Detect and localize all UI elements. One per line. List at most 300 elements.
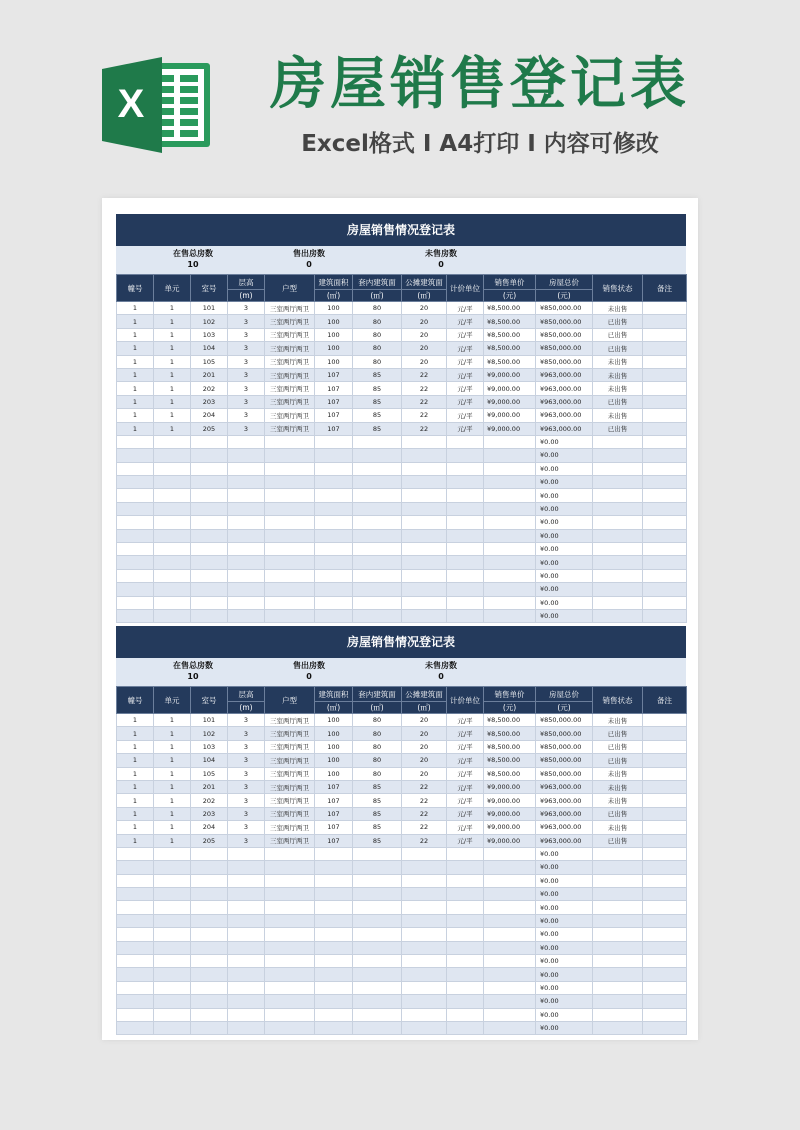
table-cell[interactable]: 1: [117, 754, 154, 767]
table-cell[interactable]: [402, 914, 447, 927]
table-cell[interactable]: 未出售: [593, 821, 643, 834]
table-cell[interactable]: [117, 435, 154, 448]
table-cell[interactable]: [265, 583, 315, 596]
table-cell[interactable]: 三室两厅两卫: [265, 409, 315, 422]
table-cell[interactable]: [447, 928, 484, 941]
table-cell[interactable]: [154, 847, 191, 860]
column-header[interactable]: 户型: [265, 687, 315, 714]
table-cell[interactable]: [593, 901, 643, 914]
table-cell[interactable]: [117, 901, 154, 914]
table-cell[interactable]: 205: [191, 422, 228, 435]
table-cell[interactable]: [593, 556, 643, 569]
table-cell[interactable]: [484, 914, 536, 927]
table-cell[interactable]: [228, 462, 265, 475]
table-cell[interactable]: [191, 449, 228, 462]
table-cell[interactable]: [593, 596, 643, 609]
table-cell[interactable]: [191, 981, 228, 994]
table-cell[interactable]: [447, 556, 484, 569]
table-cell[interactable]: [447, 1008, 484, 1021]
table-cell[interactable]: [315, 955, 353, 968]
table-cell[interactable]: [315, 941, 353, 954]
table-cell[interactable]: [447, 449, 484, 462]
table-cell[interactable]: [402, 847, 447, 860]
table-cell[interactable]: ¥0.00: [536, 847, 593, 860]
table-cell[interactable]: [402, 462, 447, 475]
table-cell[interactable]: 204: [191, 821, 228, 834]
table-cell[interactable]: ¥850,000.00: [536, 355, 593, 368]
table-cell[interactable]: [228, 569, 265, 582]
table-cell[interactable]: [265, 449, 315, 462]
column-header[interactable]: 计价单位: [447, 687, 484, 714]
table-cell[interactable]: [154, 476, 191, 489]
table-cell[interactable]: [191, 968, 228, 981]
table-cell[interactable]: [154, 941, 191, 954]
table-cell[interactable]: [315, 1008, 353, 1021]
table-cell[interactable]: 元/平: [447, 821, 484, 834]
table-cell[interactable]: [402, 981, 447, 994]
table-cell[interactable]: [154, 569, 191, 582]
table-cell[interactable]: [265, 995, 315, 1008]
table-cell[interactable]: [643, 740, 687, 753]
table-cell[interactable]: ¥8,500.00: [484, 714, 536, 727]
table-cell[interactable]: 104: [191, 342, 228, 355]
table-cell[interactable]: [402, 489, 447, 502]
table-cell[interactable]: [228, 874, 265, 887]
table-cell[interactable]: [593, 609, 643, 622]
table-cell[interactable]: ¥0.00: [536, 1008, 593, 1021]
table-cell[interactable]: [265, 847, 315, 860]
table-cell[interactable]: ¥0.00: [536, 435, 593, 448]
table-cell[interactable]: [484, 847, 536, 860]
table-cell[interactable]: 80: [353, 302, 402, 315]
table-cell[interactable]: [484, 861, 536, 874]
table-cell[interactable]: [154, 1008, 191, 1021]
table-cell[interactable]: 85: [353, 368, 402, 381]
table-cell[interactable]: [265, 556, 315, 569]
table-cell[interactable]: [484, 502, 536, 515]
table-cell[interactable]: ¥963,000.00: [536, 368, 593, 381]
table-cell[interactable]: [484, 556, 536, 569]
table-cell[interactable]: [265, 502, 315, 515]
table-cell[interactable]: [484, 1008, 536, 1021]
table-cell[interactable]: [447, 516, 484, 529]
table-cell[interactable]: [117, 874, 154, 887]
table-cell[interactable]: [643, 435, 687, 448]
table-cell[interactable]: [484, 609, 536, 622]
table-cell[interactable]: 三室两厅两卫: [265, 302, 315, 315]
table-cell[interactable]: [402, 888, 447, 901]
table-cell[interactable]: ¥0.00: [536, 955, 593, 968]
table-cell[interactable]: [154, 928, 191, 941]
table-cell[interactable]: [191, 516, 228, 529]
table-cell[interactable]: [447, 981, 484, 994]
table-cell[interactable]: [593, 543, 643, 556]
table-cell[interactable]: [353, 995, 402, 1008]
table-cell[interactable]: [117, 861, 154, 874]
table-cell[interactable]: 1: [117, 355, 154, 368]
table-cell[interactable]: 1: [154, 834, 191, 847]
table-cell[interactable]: [228, 489, 265, 502]
table-cell[interactable]: [265, 941, 315, 954]
table-cell[interactable]: [484, 489, 536, 502]
table-cell[interactable]: 205: [191, 834, 228, 847]
column-header[interactable]: 套内建筑面: [353, 687, 402, 702]
table-cell[interactable]: [154, 489, 191, 502]
table-cell[interactable]: 107: [315, 807, 353, 820]
table-cell[interactable]: [315, 502, 353, 515]
table-cell[interactable]: [315, 914, 353, 927]
table-cell[interactable]: 未出售: [593, 368, 643, 381]
table-cell[interactable]: 3: [228, 382, 265, 395]
table-cell[interactable]: [484, 1021, 536, 1034]
table-cell[interactable]: [643, 754, 687, 767]
table-cell[interactable]: 已出售: [593, 342, 643, 355]
table-cell[interactable]: [593, 847, 643, 860]
table-cell[interactable]: [484, 462, 536, 475]
table-cell[interactable]: 80: [353, 727, 402, 740]
table-cell[interactable]: [228, 914, 265, 927]
table-cell[interactable]: 元/平: [447, 342, 484, 355]
table-cell[interactable]: [154, 543, 191, 556]
table-cell[interactable]: ¥850,000.00: [536, 328, 593, 341]
table-cell[interactable]: ¥963,000.00: [536, 422, 593, 435]
table-cell[interactable]: [353, 874, 402, 887]
table-cell[interactable]: [191, 543, 228, 556]
table-cell[interactable]: ¥9,000.00: [484, 395, 536, 408]
table-cell[interactable]: [353, 502, 402, 515]
table-cell[interactable]: [447, 502, 484, 515]
table-cell[interactable]: 3: [228, 422, 265, 435]
table-cell[interactable]: ¥9,000.00: [484, 368, 536, 381]
table-cell[interactable]: [228, 502, 265, 515]
table-cell[interactable]: [643, 609, 687, 622]
table-cell[interactable]: [315, 901, 353, 914]
table-cell[interactable]: [643, 502, 687, 515]
table-cell[interactable]: [484, 596, 536, 609]
table-cell[interactable]: [643, 914, 687, 927]
table-cell[interactable]: [402, 556, 447, 569]
table-cell[interactable]: 已出售: [593, 807, 643, 820]
table-cell[interactable]: [265, 516, 315, 529]
table-cell[interactable]: 1: [154, 368, 191, 381]
table-cell[interactable]: [593, 476, 643, 489]
table-cell[interactable]: 20: [402, 754, 447, 767]
table-cell[interactable]: ¥8,500.00: [484, 315, 536, 328]
table-cell[interactable]: 1: [117, 422, 154, 435]
table-cell[interactable]: [643, 596, 687, 609]
table-cell[interactable]: [315, 928, 353, 941]
table-cell[interactable]: [643, 727, 687, 740]
table-cell[interactable]: [228, 941, 265, 954]
table-cell[interactable]: [117, 914, 154, 927]
table-cell[interactable]: [643, 355, 687, 368]
table-cell[interactable]: [191, 1008, 228, 1021]
table-cell[interactable]: [643, 382, 687, 395]
table-cell[interactable]: ¥8,500.00: [484, 355, 536, 368]
table-cell[interactable]: 1: [154, 328, 191, 341]
table-cell[interactable]: 1: [154, 807, 191, 820]
table-cell[interactable]: [315, 847, 353, 860]
table-cell[interactable]: [265, 981, 315, 994]
table-cell[interactable]: [117, 1021, 154, 1034]
table-cell[interactable]: [265, 435, 315, 448]
table-cell[interactable]: [154, 1021, 191, 1034]
table-cell[interactable]: [191, 489, 228, 502]
table-cell[interactable]: [228, 516, 265, 529]
table-cell[interactable]: [593, 941, 643, 954]
table-cell[interactable]: 元/平: [447, 302, 484, 315]
table-cell[interactable]: [117, 449, 154, 462]
table-cell[interactable]: 107: [315, 834, 353, 847]
table-cell[interactable]: 三室两厅两卫: [265, 821, 315, 834]
column-header[interactable]: 房屋总价: [536, 275, 593, 290]
table-cell[interactable]: [265, 955, 315, 968]
table-cell[interactable]: [228, 981, 265, 994]
table-cell[interactable]: 1: [154, 302, 191, 315]
table-cell[interactable]: 三室两厅两卫: [265, 727, 315, 740]
table-cell[interactable]: ¥963,000.00: [536, 409, 593, 422]
table-cell[interactable]: [643, 543, 687, 556]
table-cell[interactable]: [643, 834, 687, 847]
table-cell[interactable]: 1: [154, 727, 191, 740]
table-cell[interactable]: [117, 968, 154, 981]
table-cell[interactable]: 元/平: [447, 767, 484, 780]
table-cell[interactable]: 元/平: [447, 355, 484, 368]
table-cell[interactable]: 3: [228, 794, 265, 807]
table-cell[interactable]: [484, 435, 536, 448]
table-cell[interactable]: [117, 556, 154, 569]
table-cell[interactable]: [593, 583, 643, 596]
table-cell[interactable]: [402, 955, 447, 968]
table-cell[interactable]: 107: [315, 821, 353, 834]
table-cell[interactable]: [402, 476, 447, 489]
table-cell[interactable]: [154, 516, 191, 529]
table-cell[interactable]: 85: [353, 382, 402, 395]
table-cell[interactable]: [643, 328, 687, 341]
table-cell[interactable]: 203: [191, 807, 228, 820]
table-cell[interactable]: 元/平: [447, 409, 484, 422]
column-header[interactable]: 层高: [228, 687, 265, 702]
table-cell[interactable]: [643, 516, 687, 529]
table-cell[interactable]: [402, 968, 447, 981]
table-cell[interactable]: 1: [117, 780, 154, 793]
table-cell[interactable]: [643, 449, 687, 462]
table-cell[interactable]: 22: [402, 409, 447, 422]
table-cell[interactable]: 已出售: [593, 422, 643, 435]
table-cell[interactable]: 元/平: [447, 422, 484, 435]
table-cell[interactable]: [593, 569, 643, 582]
table-cell[interactable]: 1: [117, 395, 154, 408]
table-cell[interactable]: [643, 342, 687, 355]
table-cell[interactable]: [154, 955, 191, 968]
table-cell[interactable]: 80: [353, 714, 402, 727]
table-cell[interactable]: [643, 422, 687, 435]
table-cell[interactable]: [484, 955, 536, 968]
table-cell[interactable]: [228, 888, 265, 901]
table-cell[interactable]: [154, 529, 191, 542]
column-header[interactable]: 销售状态: [593, 275, 643, 302]
table-cell[interactable]: 元/平: [447, 834, 484, 847]
table-cell[interactable]: 85: [353, 780, 402, 793]
table-cell[interactable]: [191, 583, 228, 596]
table-cell[interactable]: 1: [154, 740, 191, 753]
table-cell[interactable]: 20: [402, 328, 447, 341]
table-cell[interactable]: 三室两厅两卫: [265, 794, 315, 807]
table-cell[interactable]: [117, 596, 154, 609]
table-cell[interactable]: [191, 941, 228, 954]
table-cell[interactable]: 三室两厅两卫: [265, 740, 315, 753]
table-cell[interactable]: 105: [191, 767, 228, 780]
table-cell[interactable]: ¥8,500.00: [484, 328, 536, 341]
table-cell[interactable]: [353, 435, 402, 448]
table-cell[interactable]: [643, 847, 687, 860]
table-cell[interactable]: [154, 583, 191, 596]
table-cell[interactable]: [447, 476, 484, 489]
table-cell[interactable]: [265, 609, 315, 622]
table-cell[interactable]: 107: [315, 368, 353, 381]
table-cell[interactable]: [484, 543, 536, 556]
table-cell[interactable]: [191, 596, 228, 609]
table-cell[interactable]: [402, 543, 447, 556]
table-cell[interactable]: 元/平: [447, 740, 484, 753]
column-header[interactable]: 单元: [154, 687, 191, 714]
table-cell[interactable]: 已出售: [593, 754, 643, 767]
table-cell[interactable]: [484, 476, 536, 489]
table-cell[interactable]: 85: [353, 794, 402, 807]
table-cell[interactable]: [353, 449, 402, 462]
table-cell[interactable]: [402, 516, 447, 529]
table-cell[interactable]: [228, 901, 265, 914]
table-cell[interactable]: [593, 968, 643, 981]
table-cell[interactable]: 元/平: [447, 328, 484, 341]
table-cell[interactable]: [402, 861, 447, 874]
table-cell[interactable]: [353, 928, 402, 941]
table-cell[interactable]: [353, 888, 402, 901]
table-cell[interactable]: 未出售: [593, 355, 643, 368]
table-cell[interactable]: 三室两厅两卫: [265, 754, 315, 767]
table-cell[interactable]: [265, 1021, 315, 1034]
table-cell[interactable]: ¥8,500.00: [484, 727, 536, 740]
table-cell[interactable]: [154, 901, 191, 914]
table-cell[interactable]: [154, 502, 191, 515]
table-cell[interactable]: 已出售: [593, 834, 643, 847]
table-cell[interactable]: 100: [315, 727, 353, 740]
table-cell[interactable]: [315, 462, 353, 475]
table-cell[interactable]: ¥9,000.00: [484, 834, 536, 847]
table-cell[interactable]: [643, 901, 687, 914]
column-header[interactable]: 公摊建筑面: [402, 687, 447, 702]
table-cell[interactable]: [484, 981, 536, 994]
table-cell[interactable]: ¥0.00: [536, 596, 593, 609]
table-cell[interactable]: [228, 968, 265, 981]
table-cell[interactable]: [117, 1008, 154, 1021]
table-cell[interactable]: [154, 968, 191, 981]
table-cell[interactable]: [593, 981, 643, 994]
table-cell[interactable]: 101: [191, 302, 228, 315]
table-cell[interactable]: 3: [228, 355, 265, 368]
table-cell[interactable]: ¥0.00: [536, 556, 593, 569]
table-cell[interactable]: 100: [315, 355, 353, 368]
table-cell[interactable]: 3: [228, 302, 265, 315]
table-cell[interactable]: [643, 529, 687, 542]
table-cell[interactable]: 3: [228, 714, 265, 727]
table-cell[interactable]: [593, 861, 643, 874]
table-cell[interactable]: [593, 1021, 643, 1034]
table-cell[interactable]: [154, 914, 191, 927]
table-cell[interactable]: 1: [117, 302, 154, 315]
table-cell[interactable]: 1: [154, 794, 191, 807]
table-cell[interactable]: [117, 476, 154, 489]
table-cell[interactable]: [447, 941, 484, 954]
table-cell[interactable]: [447, 462, 484, 475]
table-cell[interactable]: 3: [228, 821, 265, 834]
table-cell[interactable]: 100: [315, 767, 353, 780]
table-cell[interactable]: [402, 569, 447, 582]
column-header[interactable]: 层高: [228, 275, 265, 290]
table-cell[interactable]: 已出售: [593, 328, 643, 341]
table-cell[interactable]: 201: [191, 780, 228, 793]
table-cell[interactable]: [315, 596, 353, 609]
table-cell[interactable]: [265, 888, 315, 901]
table-cell[interactable]: 100: [315, 754, 353, 767]
table-cell[interactable]: [315, 529, 353, 542]
table-cell[interactable]: ¥963,000.00: [536, 821, 593, 834]
table-cell[interactable]: 80: [353, 315, 402, 328]
table-cell[interactable]: 1: [154, 714, 191, 727]
table-cell[interactable]: ¥850,000.00: [536, 342, 593, 355]
table-cell[interactable]: 1: [154, 342, 191, 355]
table-cell[interactable]: 已出售: [593, 395, 643, 408]
table-cell[interactable]: 1: [117, 342, 154, 355]
table-cell[interactable]: [265, 569, 315, 582]
table-cell[interactable]: [117, 462, 154, 475]
table-cell[interactable]: [265, 901, 315, 914]
column-header[interactable]: 建筑面积: [315, 275, 353, 290]
table-cell[interactable]: ¥963,000.00: [536, 834, 593, 847]
table-cell[interactable]: [643, 807, 687, 820]
table-cell[interactable]: [315, 556, 353, 569]
table-cell[interactable]: [265, 489, 315, 502]
table-cell[interactable]: [643, 874, 687, 887]
table-cell[interactable]: 107: [315, 780, 353, 793]
table-cell[interactable]: ¥850,000.00: [536, 302, 593, 315]
table-cell[interactable]: ¥0.00: [536, 609, 593, 622]
table-cell[interactable]: 85: [353, 422, 402, 435]
table-cell[interactable]: ¥963,000.00: [536, 807, 593, 820]
table-cell[interactable]: [353, 901, 402, 914]
table-cell[interactable]: [315, 888, 353, 901]
table-cell[interactable]: [353, 914, 402, 927]
table-cell[interactable]: [593, 914, 643, 927]
table-cell[interactable]: [643, 462, 687, 475]
table-cell[interactable]: 3: [228, 807, 265, 820]
table-cell[interactable]: ¥0.00: [536, 569, 593, 582]
table-cell[interactable]: ¥850,000.00: [536, 754, 593, 767]
table-cell[interactable]: [154, 888, 191, 901]
table-cell[interactable]: 20: [402, 355, 447, 368]
table-cell[interactable]: 三室两厅两卫: [265, 315, 315, 328]
table-cell[interactable]: 1: [117, 767, 154, 780]
table-cell[interactable]: [643, 1008, 687, 1021]
table-cell[interactable]: [484, 569, 536, 582]
table-cell[interactable]: 元/平: [447, 368, 484, 381]
table-cell[interactable]: 1: [154, 395, 191, 408]
table-cell[interactable]: 204: [191, 409, 228, 422]
table-cell[interactable]: [191, 435, 228, 448]
table-cell[interactable]: 22: [402, 368, 447, 381]
table-cell[interactable]: [643, 767, 687, 780]
table-cell[interactable]: [447, 888, 484, 901]
